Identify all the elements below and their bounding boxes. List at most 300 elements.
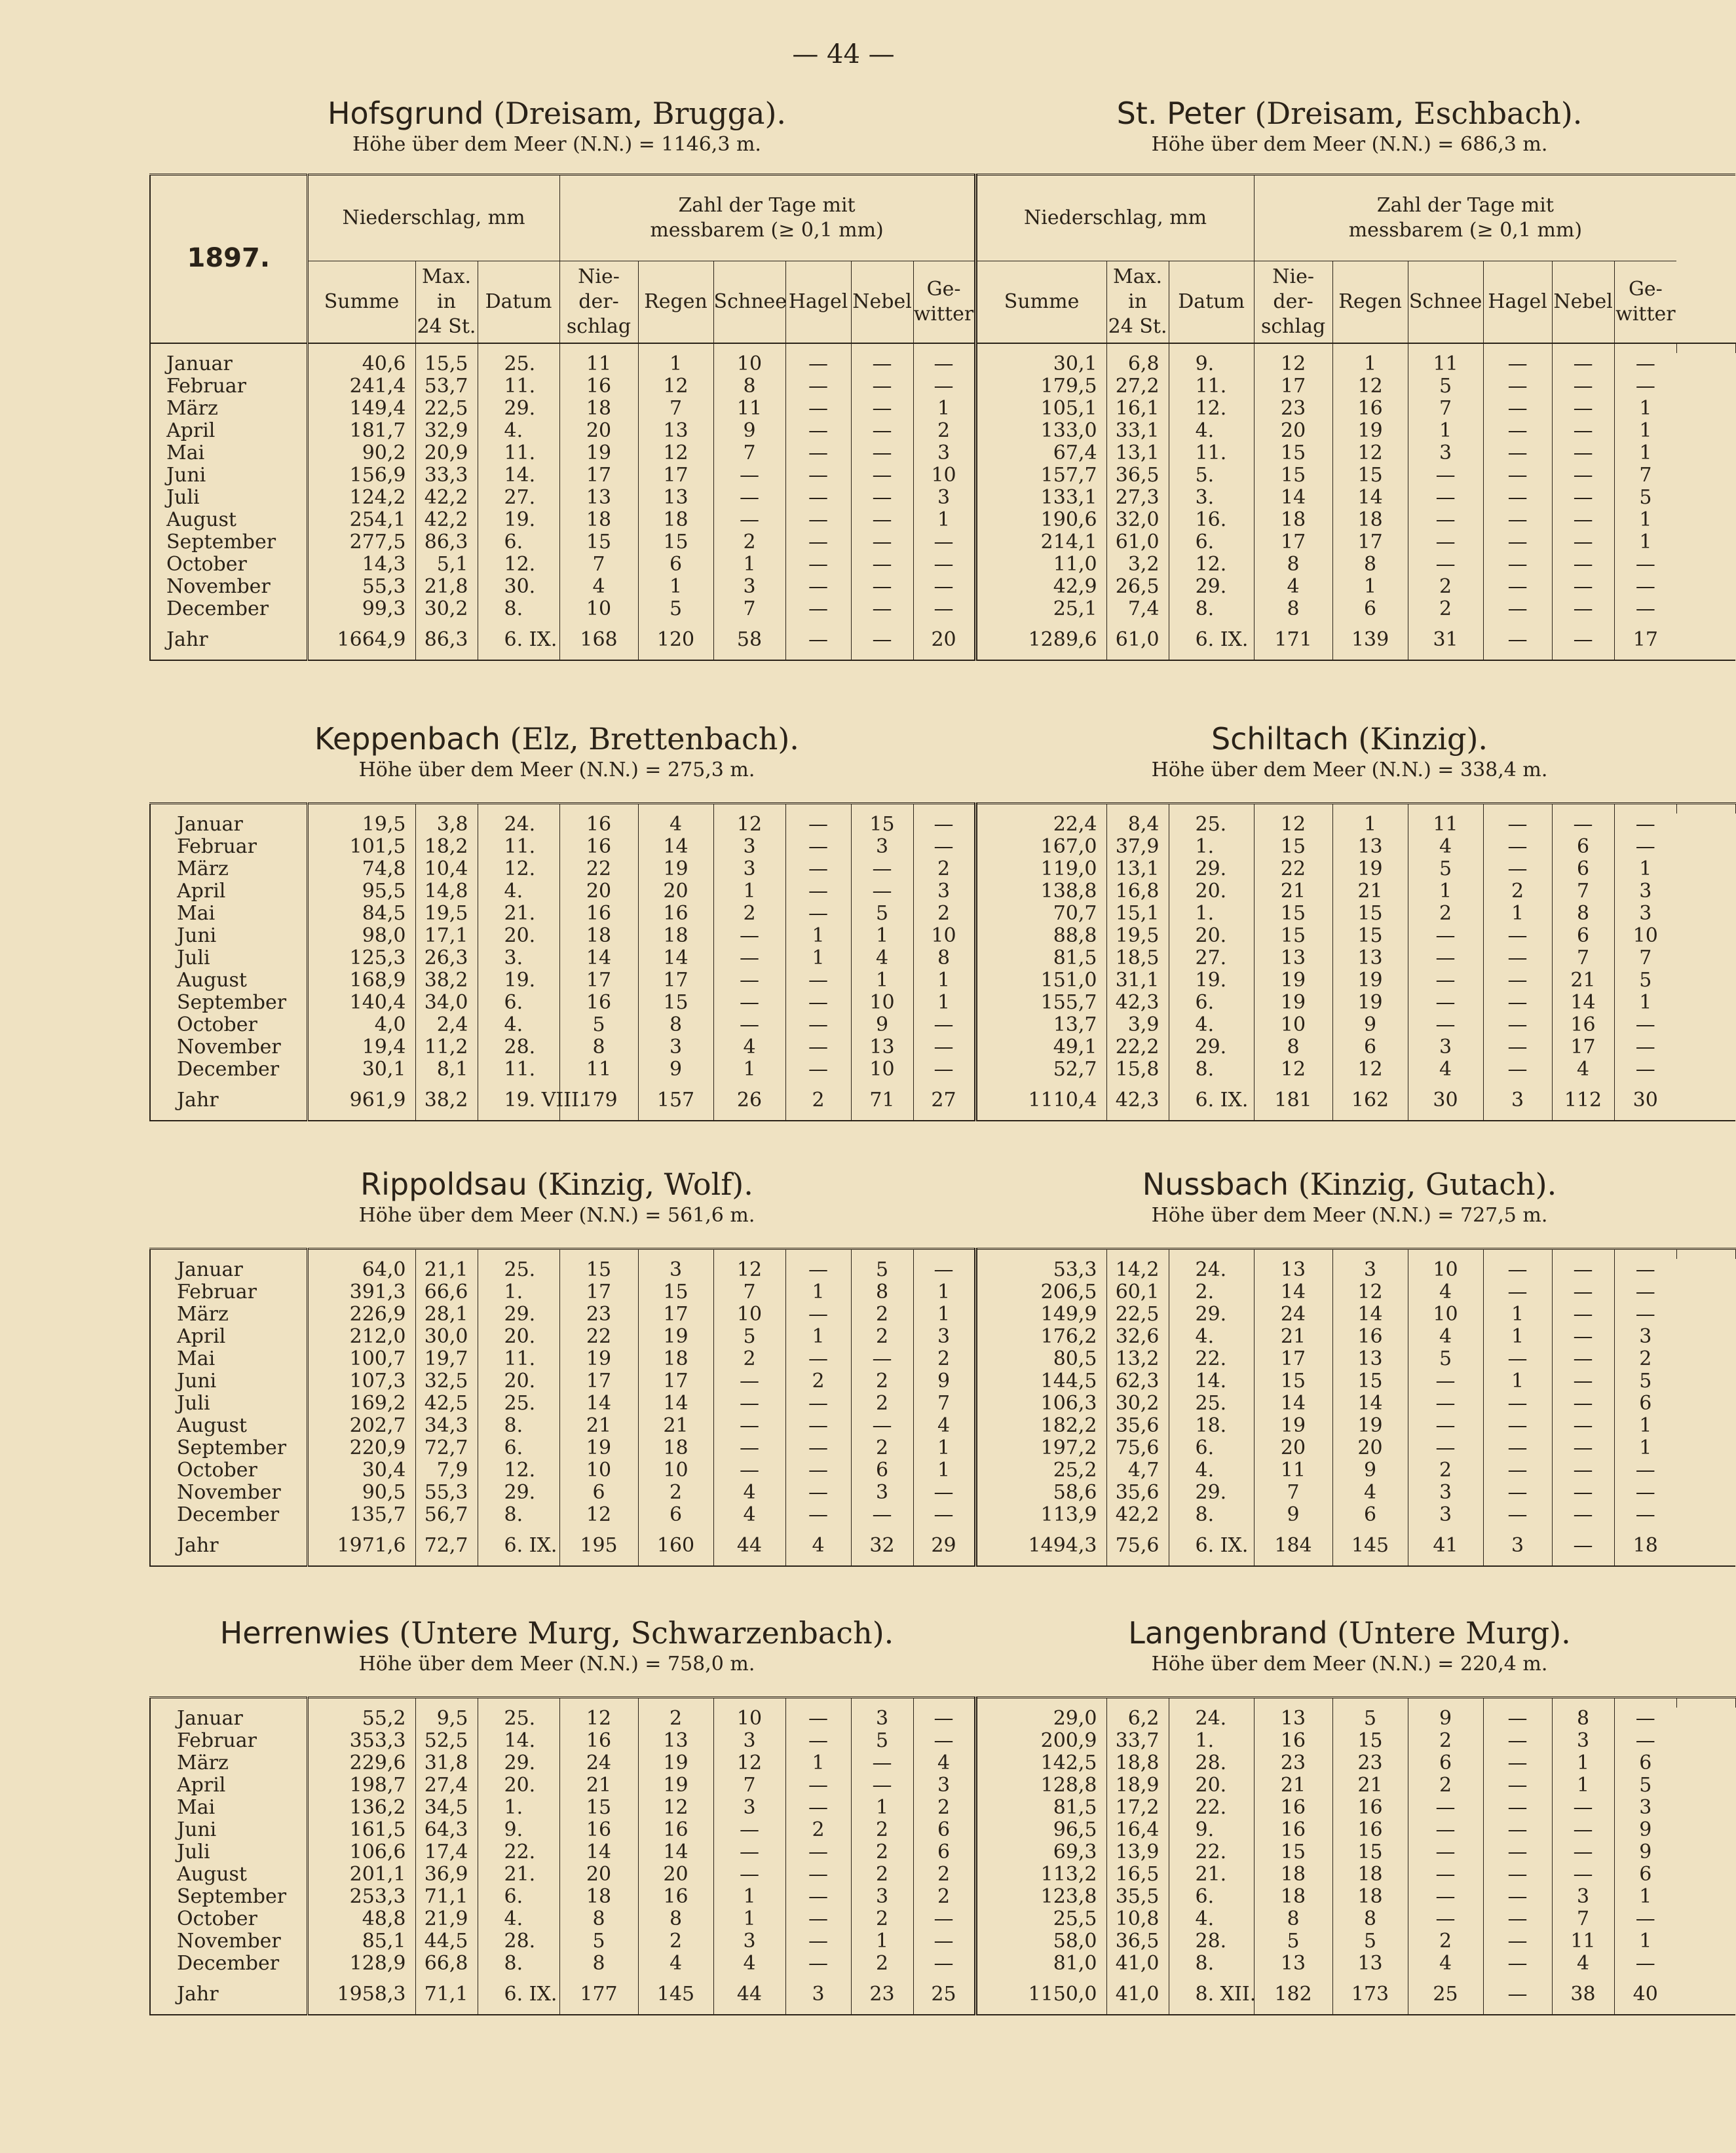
data-cell: 15: [1332, 1841, 1408, 1863]
data-cell: 12: [713, 1752, 785, 1774]
data-cell: 48,8: [307, 1908, 415, 1930]
data-cell: 6. IX.: [1169, 620, 1254, 660]
data-cell: —: [1408, 531, 1483, 553]
data-cell: —: [785, 598, 851, 620]
data-cell: 1494,3: [975, 1526, 1106, 1566]
data-cell: —: [785, 880, 851, 903]
data-cell: 17: [1254, 531, 1332, 553]
data-cell: 22.: [478, 1841, 559, 1863]
data-cell: 3,2: [1106, 553, 1169, 576]
data-cell: 12: [1332, 1058, 1408, 1081]
data-cell: 3: [1483, 1081, 1552, 1121]
month-label: Mai: [150, 903, 307, 925]
data-cell: —: [851, 487, 913, 509]
data-cell: —: [851, 598, 913, 620]
data-cell: —: [1552, 1863, 1614, 1886]
data-cell: 11: [1408, 814, 1483, 836]
data-cell: 25.: [478, 1259, 559, 1281]
data-cell: 11,2: [415, 1036, 478, 1058]
data-cell: 9: [1408, 1708, 1483, 1730]
data-cell: 81,5: [975, 1797, 1106, 1819]
data-cell: 5: [713, 1326, 785, 1348]
data-cell: 8: [1254, 1908, 1332, 1930]
data-cell: 2: [785, 1081, 851, 1121]
zahl-tage-header: Zahl der Tage mit messbarem (≥ 0,1 mm): [559, 175, 975, 261]
data-cell: 42,9: [975, 576, 1106, 598]
data-cell: —: [1408, 1393, 1483, 1415]
data-cell: 145: [638, 1975, 713, 2015]
data-cell: 21: [1254, 1774, 1332, 1797]
data-cell: 1: [785, 925, 851, 947]
data-cell: 29.: [478, 1482, 559, 1504]
data-cell: 6. IX.: [478, 1975, 559, 2015]
data-cell: 2: [851, 1819, 913, 1841]
data-cell: 64,0: [307, 1259, 415, 1281]
data-cell: 112: [1552, 1081, 1614, 1121]
data-cell: —: [1635, 813, 1655, 836]
data-cell: 179: [559, 1081, 638, 1121]
month-label: April: [150, 420, 307, 442]
data-cell: 11: [1408, 353, 1483, 375]
month-label: Mai: [150, 1797, 307, 1819]
data-cell: —: [1408, 1886, 1483, 1908]
data-cell: 1: [913, 1459, 975, 1482]
data-cell: 55,2: [307, 1708, 415, 1730]
station-height: Höhe über dem Meer (N.N.) = 727,5 m.: [1151, 1204, 1548, 1227]
data-cell: 1: [851, 969, 913, 992]
data-cell: 16: [1254, 1730, 1332, 1752]
data-cell: 13: [851, 1036, 913, 1058]
data-cell: 3: [913, 1774, 975, 1797]
data-cell: 6.: [478, 992, 559, 1014]
data-cell: 8.: [478, 1953, 559, 1975]
data-cell: 4: [1254, 576, 1332, 598]
data-cell: 125,3: [307, 947, 415, 969]
data-cell: 4: [851, 947, 913, 969]
data-cell: 34,5: [415, 1797, 478, 1819]
data-cell: 4: [638, 1953, 713, 1975]
data-cell: 128,8: [975, 1774, 1106, 1797]
data-cell: 8: [1552, 903, 1614, 925]
station-heading-right: [989, 1615, 1710, 1677]
table-row: [150, 1393, 1735, 1415]
data-cell: —: [1483, 420, 1552, 442]
data-cell: 16,8: [1106, 880, 1169, 903]
data-cell: —: [785, 1886, 851, 1908]
data-cell: —: [851, 620, 913, 660]
data-cell: 14: [1332, 487, 1408, 509]
data-cell: —: [1483, 1841, 1552, 1863]
data-cell: —: [851, 398, 913, 420]
data-cell: —: [785, 814, 851, 836]
data-cell: 9,5: [415, 1708, 478, 1730]
data-cell: 16: [559, 1730, 638, 1752]
data-cell: 8: [713, 375, 785, 398]
data-cell: 30,2: [415, 598, 478, 620]
data-cell: 1: [1639, 419, 1652, 442]
data-cell: 7: [638, 398, 713, 420]
station-title: [197, 1615, 917, 1651]
station-title: [197, 95, 917, 132]
data-cell: 25.: [478, 353, 559, 375]
month-label: Januar: [150, 1708, 307, 1730]
month-label: Jahr: [150, 620, 307, 660]
data-cell: —: [1635, 835, 1655, 858]
data-cell: 21,8: [415, 576, 478, 598]
data-cell: 9: [1639, 1818, 1652, 1841]
data-cell: —: [851, 509, 913, 531]
data-cell: 1: [1639, 531, 1652, 553]
data-cell: 21,1: [415, 1259, 478, 1281]
data-cell: 17: [638, 1303, 713, 1326]
table-row: [150, 1774, 1735, 1797]
data-cell: 22: [559, 1326, 638, 1348]
data-cell: 2: [851, 1393, 913, 1415]
data-cell: 2: [851, 1863, 913, 1886]
data-cell: 105,1: [975, 398, 1106, 420]
data-cell: 226,9: [307, 1303, 415, 1326]
data-cell: —: [713, 1841, 785, 1863]
data-cell: —: [1552, 442, 1614, 464]
data-cell: 1.: [1169, 836, 1254, 858]
table-row: [150, 1281, 1735, 1303]
data-cell: 20: [559, 1863, 638, 1886]
data-cell: —: [1408, 1415, 1483, 1437]
data-cell: 20.: [478, 925, 559, 947]
data-cell: 14: [1332, 1393, 1408, 1415]
data-cell: 14: [1254, 1393, 1332, 1415]
data-cell: 34,3: [415, 1415, 478, 1437]
data-cell: 11.: [1169, 442, 1254, 464]
data-cell: 12: [1254, 1058, 1332, 1081]
data-cell: 8.: [478, 1504, 559, 1526]
data-cell: —: [1408, 1863, 1483, 1886]
data-cell: 4: [1332, 1482, 1408, 1504]
month-label: August: [150, 1415, 307, 1437]
data-cell: 4: [713, 1036, 785, 1058]
data-cell: —: [913, 1930, 975, 1953]
data-cell: —: [913, 598, 975, 620]
data-cell: 3: [851, 1482, 913, 1504]
data-cell: 9: [851, 1014, 913, 1036]
data-cell: 206,5: [975, 1281, 1106, 1303]
data-cell: 14.: [478, 464, 559, 487]
data-cell: —: [1552, 1393, 1614, 1415]
data-cell: 7: [913, 1393, 975, 1415]
month-label: Januar: [150, 814, 307, 836]
data-cell: 1: [913, 1303, 975, 1326]
data-cell: —: [1483, 1058, 1552, 1081]
data-cell: 14: [559, 947, 638, 969]
data-cell: 1: [1483, 1326, 1552, 1348]
table-row: [150, 814, 1735, 836]
data-cell: 14: [559, 1393, 638, 1415]
data-cell: 23: [559, 1303, 638, 1326]
data-cell: —: [913, 1482, 975, 1504]
data-cell: 12: [1254, 814, 1332, 836]
data-cell: 5: [1254, 1930, 1332, 1953]
regen-header: Regen: [1332, 261, 1408, 344]
data-cell: 1971,6: [307, 1526, 415, 1566]
data-cell: 36,5: [1106, 464, 1169, 487]
data-cell: 133,0: [975, 420, 1106, 442]
data-cell: —: [1483, 509, 1552, 531]
data-cell: 2: [851, 1908, 913, 1930]
data-cell: 19: [1332, 858, 1408, 880]
data-cell: 34,0: [415, 992, 478, 1014]
data-cell: —: [1483, 442, 1552, 464]
data-cell: 32,5: [415, 1370, 478, 1393]
data-cell: 5: [1639, 1370, 1652, 1393]
data-cell: 10: [851, 992, 913, 1014]
data-cell: 20: [1254, 1437, 1332, 1459]
data-cell: 1: [638, 353, 713, 375]
data-cell: 14: [1254, 487, 1332, 509]
data-cell: —: [1483, 1281, 1552, 1303]
data-cell: —: [713, 509, 785, 531]
station-heading-right: [989, 721, 1710, 783]
data-cell: 18: [559, 925, 638, 947]
data-cell: 31,8: [415, 1752, 478, 1774]
data-cell: 27.: [478, 487, 559, 509]
data-cell: 95,5: [307, 880, 415, 903]
data-cell: —: [785, 576, 851, 598]
data-cell: 20.: [1169, 925, 1254, 947]
month-label: October: [150, 553, 307, 576]
data-cell: 3: [913, 880, 975, 903]
data-cell: —: [1552, 531, 1614, 553]
month-label: Mai: [150, 1348, 307, 1370]
data-cell: 10: [913, 925, 975, 947]
data-cell: 167,0: [975, 836, 1106, 858]
data-cell: 19: [638, 1326, 713, 1348]
data-cell: —: [1483, 992, 1552, 1014]
data-cell: 14: [1552, 992, 1614, 1014]
data-cell: 14: [638, 836, 713, 858]
data-cell: 13: [1332, 1953, 1408, 1975]
data-cell: 35,5: [1106, 1886, 1169, 1908]
page-number: — 44 —: [792, 39, 895, 69]
station-height: Höhe über dem Meer (N.N.) = 686,3 m.: [1151, 133, 1548, 156]
data-cell: 19: [1254, 992, 1332, 1014]
data-cell: 33,1: [1106, 420, 1169, 442]
climate-table: [149, 802, 1736, 1121]
data-cell: 4: [1552, 1953, 1614, 1975]
data-cell: 1: [1639, 508, 1652, 531]
data-cell: 61,0: [1106, 531, 1169, 553]
data-cell: —: [785, 509, 851, 531]
data-cell: —: [1408, 509, 1483, 531]
data-cell: 123,8: [975, 1886, 1106, 1908]
data-cell: 19: [559, 442, 638, 464]
month-label: Februar: [150, 375, 307, 398]
data-cell: 6: [1639, 1863, 1652, 1886]
month-label: Mai: [150, 442, 307, 464]
data-cell: 38,2: [415, 969, 478, 992]
data-cell: 21: [559, 1415, 638, 1437]
data-cell: 27,4: [415, 1774, 478, 1797]
data-cell: 20.: [478, 1326, 559, 1348]
max-header: Max. in 24 St.: [415, 261, 478, 344]
data-cell: —: [785, 1708, 851, 1730]
table-row: [150, 1797, 1735, 1819]
data-cell: —: [851, 858, 913, 880]
data-cell: 5: [851, 903, 913, 925]
data-cell: 20: [638, 880, 713, 903]
table-row: [150, 1819, 1735, 1841]
data-cell: 16: [638, 1886, 713, 1908]
data-cell: 1: [713, 553, 785, 576]
data-cell: 32,6: [1106, 1326, 1169, 1348]
data-cell: 8: [1254, 1036, 1332, 1058]
station-river: (Kinzig).: [1348, 721, 1488, 757]
data-cell: 15: [559, 1797, 638, 1819]
data-cell: —: [1552, 1797, 1614, 1819]
data-cell: —: [1483, 487, 1552, 509]
data-cell: 86,3: [415, 531, 478, 553]
data-cell: —: [1483, 1504, 1552, 1526]
data-cell: —: [913, 1058, 975, 1081]
data-cell: 61,0: [1106, 620, 1169, 660]
data-cell: 22,5: [415, 398, 478, 420]
data-cell: 8.: [478, 1415, 559, 1437]
data-cell: 11,0: [975, 553, 1106, 576]
station-title: [989, 95, 1710, 132]
data-cell: 19.: [478, 509, 559, 531]
data-cell: 22.: [1169, 1841, 1254, 1863]
month-label: März: [150, 858, 307, 880]
table-row: [150, 1708, 1735, 1730]
data-cell: 19: [638, 858, 713, 880]
data-cell: —: [1635, 1503, 1655, 1526]
data-cell: —: [913, 553, 975, 576]
data-cell: 7: [1552, 1908, 1614, 1930]
data-cell: 1.: [478, 1281, 559, 1303]
data-cell: 21: [559, 1774, 638, 1797]
data-cell: 12: [1332, 1281, 1408, 1303]
data-cell: 10: [1408, 1303, 1483, 1326]
data-cell: —: [785, 442, 851, 464]
data-cell: 10: [559, 1459, 638, 1482]
data-cell: 18.: [1169, 1415, 1254, 1437]
data-cell: 181: [1254, 1081, 1332, 1121]
data-cell: —: [1408, 1370, 1483, 1393]
data-cell: 4: [1408, 1326, 1483, 1348]
month-label: August: [150, 1863, 307, 1886]
data-cell: 1: [713, 1908, 785, 1930]
data-cell: 168,9: [307, 969, 415, 992]
data-cell: 30,1: [307, 1058, 415, 1081]
data-cell: 81,0: [975, 1953, 1106, 1975]
station-title: [989, 1615, 1710, 1651]
table-row: [150, 1370, 1735, 1393]
station-river: (Elz, Brettenbach).: [500, 721, 799, 757]
data-cell: 18,9: [1106, 1774, 1169, 1797]
data-cell: —: [1483, 1459, 1552, 1482]
data-cell: 55,3: [307, 576, 415, 598]
schnee-header: Schnee: [713, 261, 785, 344]
data-cell: —: [1635, 1303, 1655, 1326]
data-cell: 4: [913, 1752, 975, 1774]
data-cell: —: [1635, 1281, 1655, 1303]
station-height: Höhe über dem Meer (N.N.) = 338,4 m.: [1151, 758, 1548, 781]
year-total-row: [150, 1975, 1735, 2015]
table-row: [150, 1036, 1735, 1058]
data-cell: 20: [638, 1863, 713, 1886]
station-name: Schiltach: [1211, 721, 1349, 757]
data-cell: —: [1552, 1459, 1614, 1482]
hagel-header: Hagel: [1483, 261, 1552, 344]
data-cell: 23: [1254, 398, 1332, 420]
data-cell: 8: [638, 1908, 713, 1930]
data-cell: —: [1483, 620, 1552, 660]
data-cell: —: [1483, 1730, 1552, 1752]
data-cell: 28.: [478, 1036, 559, 1058]
data-cell: 13: [1254, 947, 1332, 969]
data-cell: 2: [851, 1370, 913, 1393]
data-cell: 90,2: [307, 442, 415, 464]
data-cell: 1: [1639, 1436, 1652, 1459]
table-row: [150, 992, 1735, 1014]
data-cell: —: [851, 464, 913, 487]
data-cell: 14,2: [1106, 1259, 1169, 1281]
data-cell: —: [913, 836, 975, 858]
year-total-row: [150, 620, 1735, 660]
data-cell: —: [713, 1437, 785, 1459]
data-cell: 15: [1332, 464, 1408, 487]
data-cell: —: [1552, 598, 1614, 620]
data-cell: —: [1483, 1259, 1552, 1281]
data-cell: 14: [559, 1841, 638, 1863]
nebel-header: Nebel: [1552, 261, 1614, 344]
data-cell: —: [851, 1774, 913, 1797]
data-cell: 9.: [478, 1819, 559, 1841]
data-cell: —: [913, 1730, 975, 1752]
data-cell: 5: [851, 1730, 913, 1752]
data-cell: 179,5: [975, 375, 1106, 398]
data-cell: 169,2: [307, 1393, 415, 1415]
data-cell: —: [1483, 1014, 1552, 1036]
data-cell: 1958,3: [307, 1975, 415, 2015]
data-cell: 52,7: [975, 1058, 1106, 1081]
data-cell: —: [851, 531, 913, 553]
data-cell: —: [785, 1348, 851, 1370]
data-cell: 25.: [1169, 814, 1254, 836]
data-cell: —: [913, 1504, 975, 1526]
data-cell: 41,0: [1106, 1953, 1169, 1975]
station-name: St. Peter: [1116, 96, 1245, 131]
data-cell: 16: [559, 992, 638, 1014]
table-row: [150, 1415, 1735, 1437]
data-cell: 6: [1552, 925, 1614, 947]
data-cell: —: [785, 1393, 851, 1415]
table-row: [150, 947, 1735, 969]
data-cell: 3: [713, 836, 785, 858]
data-cell: 29.: [478, 1303, 559, 1326]
data-cell: 3: [638, 1036, 713, 1058]
data-cell: 24: [559, 1752, 638, 1774]
data-cell: 10: [559, 598, 638, 620]
data-cell: 3: [913, 1326, 975, 1348]
data-cell: —: [1552, 464, 1614, 487]
climate-table: [149, 1248, 1736, 1567]
data-cell: 4: [913, 1415, 975, 1437]
station-name: Nussbach: [1142, 1167, 1289, 1202]
data-cell: 277,5: [307, 531, 415, 553]
data-cell: 25.: [478, 1393, 559, 1415]
data-cell: 15: [1332, 903, 1408, 925]
month-label: Jahr: [150, 1081, 307, 1121]
